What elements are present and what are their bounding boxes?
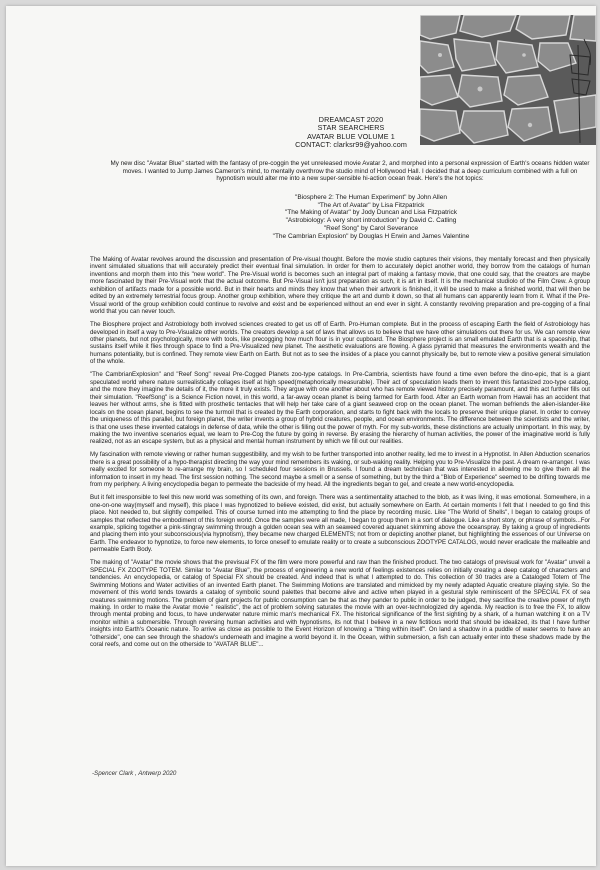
essay-paragraph-cambrian: "The CambrianExplosion" and "Reef Song" reveal Pre-Cogged Planets zoo-type catalogs. In Pre-Cambria, scientists have found a time even before the dino-epic, that is a giant speculated world where nature surrealistically collages itself at high speed(metaphorically measurable). Their act of speculation leads them to invent this fantasized zoo-type catalog, and the more they imagine the details of it, the more it truly exists. They argue with one another about who has remote viewed history precisely paramount, and this act further fills out their simulation. "ReefSong" is a Science Fiction novel, in this world, a far-away ocean planet is being farmed for Earth food. After an Earth woman from Hawaii has an accident that leaves her without arms, she is fitted with prosthetic tentacles that will help her take care of a giant seaweed crop on the ocean planet. The woman befriends the alien-islander-like locals on the ocean planet, begins to see the turmoil that is created by the Earth corporation, and starts to fight back with the locals to preserve their unique planet. In order to convey the uniqueness of this parallel, but foreign planet, the writer invents a group of hybrid creatures, people, and ocean environments. The difference between the scientists and the writer, is that one uses these invented catalogs in defense of data, while the other is filling out the power of myth. For my sub-worlds, these distinctions are actually unimportant. In this way, by making the two inventive scenarios equal, we learn to Pre-Cog the future by going in reverse. By erasing the hierarchy of human activities, the power of the imaginative world is fully realized, not as an escape system, but as a physical and mental human instrument by which we fill out our realities. bbox=[90, 371, 590, 446]
header-line-album: AVATAR BLUE VOLUME 1 bbox=[307, 131, 395, 141]
essay-body bbox=[90, 256, 590, 654]
essay-paragraph-new-world: But it felt irresponsible to feel this new world was something of its own, and foreign. There was a sentimentality attached to the blob, as it was living, it was emotional. Somewhere, in a one-on-one way(myself and myself), this place I was hypnotized to believe existed, did exist, but actually somewhere on Earth. At certain moments I felt that I needed to go find this place. Not needed to, but slightly compelled. This of course turned into me attempting to find the place by recording music. Like "The World of Shells", I began to catalog groups of samples that reflected the embodiment of this foreign world. Once the samples were all made, I began to group them in a sort of dialogue. Like a short story, or phrase of symbols...For example, splicing together a pink-stingray swimming through a golden ocean sea with an seaweed covered aquanet skimming above the oceanspray. By taking a group of ingredients and placing them into your subconscious(via hypnotism), they became new charged ELEMENTS; not from or depicting another planet, but highlighting the essences of our Universe on Earth. The endeavor to hypnotize, to force new elements, to force oneself to emulate reality or to create a subconscious ZOOTYPE CATALOG, would never eradicate the malleable and permeable Earth Body. bbox=[90, 494, 590, 554]
essay-paragraph-biosphere: The Biosphere project and Astrobiology both involved sciences created to get us off of Earth. Pro-Human complete. But in the process of escaping Earth the field of Astrobiology has developed in itself a way to Pre-Visualize other worlds. The creators develop a set of laws that allows us to believe that we have other simulations out there for us. We can remote view other planets, but not psychologically, more with tools, like precogging how much flour is in your cupboard. The Biosphere project is an small emulated Earth that is a spaceship, that sustains itself while it flies through space to find a Pre-Visualized new planet. The aesthetic evaluations are flowing. A glass pyramid that measures the environments wealth and the humans potentiality, but is confined. They remote view Earth on Earth. But not as to see the insides of a place you cannot physically be, but to remote view a positive general simulation of the whole. bbox=[90, 321, 590, 366]
topic-item: "Astrobiology: A very short introduction" by David C. Catling bbox=[285, 217, 457, 225]
topic-item: "The Art of Avatar" by Lisa Fitzpatrick bbox=[317, 201, 425, 209]
ocean-rock-photo bbox=[420, 15, 596, 145]
topics-list bbox=[206, 194, 536, 240]
topic-item: "The Cambrian Explosion" by Douglas H Erwin and James Valentine bbox=[272, 232, 470, 240]
header-line-artist: STAR SEARCHERS bbox=[317, 123, 385, 133]
album-header bbox=[276, 116, 426, 149]
liner-note-sheet bbox=[6, 6, 596, 866]
essay-paragraph-making-of-avatar: The Making of Avatar revolves around the discussion and presentation of Pre-visual thought. Before the movie studio captures their visions, they mentally forecast and then physically invent simulated situations that will accurately predict their eventual final simulation. In order for them to accurately depict another world, they borrow from the catalogs of human inventions and morph them into this "new world". The Pre-Visual world is becomes such an integral part of making a fantasy movie, that one could say, that the creators are maybe more fascinated by their Pre-Visual work that the actual outcome. But Pre-Visual isn't just preparation as such, it is art in itself. It is the mechanical studiolo of the Film Crew. A group exhibition of artifacts made for a possible world. But in their hearts and minds they know that when their artwork is finished, it will be used to make a finished world, that will then be edited by an extremely terrestrial focus group. Another group exhibition, where they critique the art and dumb it down, so that all humans can apparently learn from it. What if the Pre-Visual world of the group exhibition could continue to revolve and exist and be experienced without an end ever in sight. A constantly revolving preparation and pre-cogging of a final world that you can never touch. bbox=[90, 256, 590, 316]
essay-paragraph-previsual-fx: The making of "Avatar" the movie shows that the previsual FX of the film were more powerful and raw than the finished product. The two catalogs of previsual work for "Avatar" unveil a SPECIAL FX ZOOTYPE TOTEM. Similar to "Avatar Blue", the process of engineering a new world of feelings existences relies on initially creating a deep catalog of characters and tendencies. An encyclopedia, or catalog of Special FX should be created. And indeed that is what I attempted to do. This collection of 30 tracks are a Cataloged Totem of The Swimming Motions and Water activities of an invented Earth planet. The Swimming Motions are translated and mimicked by my newly adapted Aquatic creature playing style. So the movement of this world tends towards a catalog of symbolic sound palettes that become alive and active when played in a gestural style reminiscent of the SPECIAL FX of sea creatures swimming motions. The problem of giant projects for public consumption can be that as they pander to public in order to be judged, they sacrifice the creative power of myth making. In order to make the Avatar movie " realistic", the act of problem solving saturates the movie with an over-technologized dry agenda. My reaction is to free the FX, to allow through mental probing and focus, to have underwater nature mimic man's mechanical FX. The historical significance of the first sighting by a shark, of a human watching it on a TV monitor within a submersible. Through reversing human activities and with hypnotisms, its not that I believe in a new fictitious world that should be idealized, its that I have further insights into Earth's Oceanic nature. To arrive as close as possible to the Event Horizon of knowing a "thing within itself". On land a shadow in a puddle of water seems to have an "otherside", one can see through the shadow's underneath and imagine a world beyond it. In the Ocean, within submersion, a fish can actually enter into these shadows made by the coral reefs, and come out on the otherside to "AVATAR BLUE"... bbox=[90, 559, 590, 649]
photo-illustration bbox=[420, 15, 596, 145]
intro-paragraph: My new disc "Avatar Blue" started with the fantasy of pre-coggin the yet unreleased movie Avatar 2, and morphed into a personal expression of Earth's oceans hidden water moves. I wanted to Jump James Cameron's mind, to mentally overthrow the studio mind of Hollywood Hall. I decided that a deep curriculum combined with a full on hypnotism would alter me into a new super-sensible hi-action ocean freak. Here's the hot topics: bbox=[110, 160, 590, 183]
topic-item: "Biosphere 2: The Human Experiment" by John Allen bbox=[295, 194, 447, 201]
topic-item: "The Making of Avatar" by Jody Duncan and Lisa Fitzpatrick bbox=[284, 209, 458, 217]
topic-item: "Reef Song" by Carol Severance bbox=[323, 224, 419, 232]
header-line-contact: CONTACT: clarksr99@yahoo.com bbox=[295, 139, 407, 149]
header-line-title: DREAMCAST 2020 bbox=[318, 115, 384, 124]
essay-paragraph-hypnotist: My fascination with remote viewing or rather human suggestibility, and my wish to be further transported into another reality, led me to invest in a Hypnotist. In Allen Abduction scenarios there is a great possibility of a hypo-therapist directing the way your mind remembers its waking, or sub-waking reality. Helping you to Pre-Visualize the past. A dream re-arranger. I was really excited for someone to re-arrange my brain, so I scheduled four sessions in Brussels. I found a dream technician that was interested in allowing me to give them all the information to insert in my head. The first session nothing. The second maybe a smell or a sense of something, but by the third a "Blob of Experience" seemed to be drifting towards me from my periphery. A living encyclopedia began to permeate the backside of my head. All the ingredients began to gel, and create a new world-encyclopedia. bbox=[90, 451, 590, 489]
signature: -Spencer Clark , Antwerp 2020 bbox=[92, 770, 177, 777]
